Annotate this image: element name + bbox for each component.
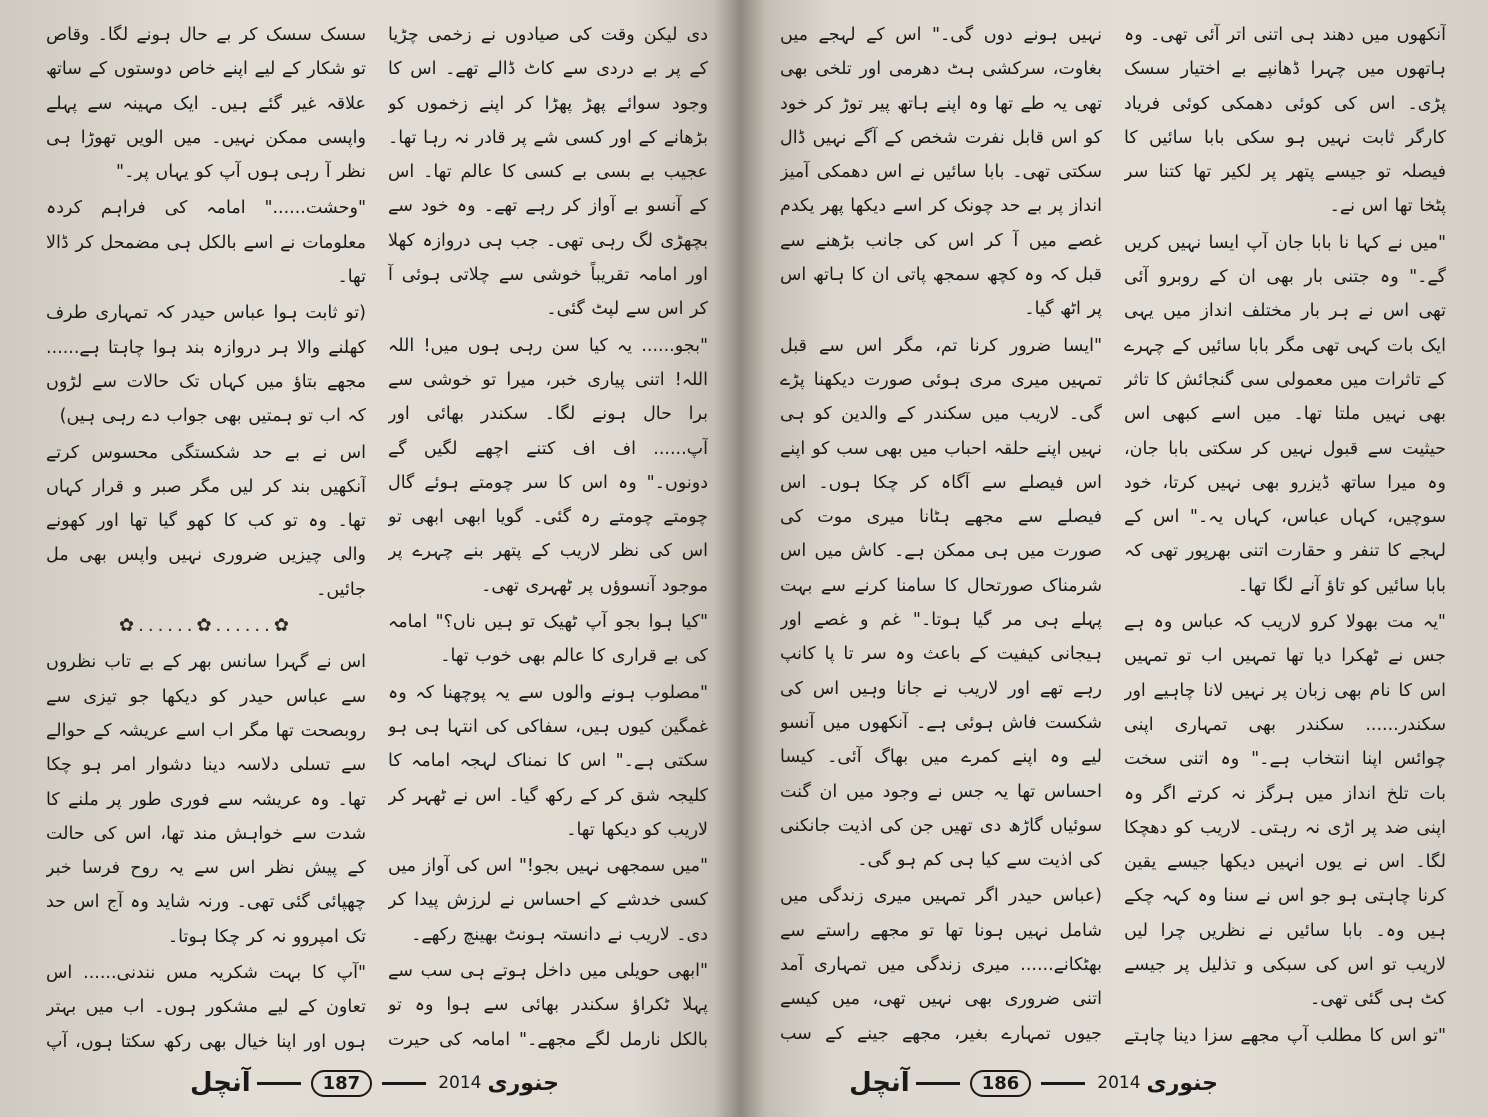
page-number: 187 xyxy=(311,1070,373,1097)
paragraph: آنکھوں میں دھند ہی اتنی اتر آئی تھی۔ وہ ہاتھوں میں چہرا ڈھانپے بے اختیار سسک پڑی۔ اس کی کوئی دھمکی کوئی فریاد کارگر ثابت نہیں ہو سکی بابا سائیں کا فیصلہ تو جیسے پتھر پر لکیر تھا کتنا سر پٹخا تھا اس نے۔ xyxy=(1124,25,1446,217)
section-divider-ornament: ✿......✿......✿ xyxy=(119,615,293,637)
paragraph: "میں نے کہا نا بابا جان آپ ایسا نہیں کریں گے۔" وہ جتنی بار بھی ان کے روبرو آئی تھی اس نے ہر بار مختلف انداز میں یہی ایک بات کہی تھی مگر بابا سائیں کے چہرے کے تاثرات میں معمولی سی گنجائش کا تاثر بھی نہیں ملتا تھا۔ میں اسے کبھی اس حیثیت سے قبول نہیں کر سکتی بابا جان، وہ میرا ساتھ ڈیزرو بھی نہیں کرتا، خود سوچیں، کہاں عباس، کہاں یہ۔" اس کے لہجے کا تنفر و حقارت اتنی بھرپور تھی کہ بابا سائیں کو تاؤ آنے لگا تھا۔ xyxy=(1124,232,1446,596)
left-page-column-left xyxy=(46,18,366,1055)
issue-year: 2014 xyxy=(438,1073,482,1093)
paragraph: اس نے بے حد شکستگی محسوس کرتے آنکھیں بند کر لیں مگر صبر و قرار کہاں تھا۔ وہ تو کب کا کھو گیا تھا اور کھونے والی چیزیں ضروری نہیں واپس بھی مل جائیں۔ xyxy=(46,442,366,600)
right-page-column-right xyxy=(1124,18,1446,1055)
left-page-footer xyxy=(190,1063,559,1103)
paragraph: "آپ کا بہت شکریہ مس نندنی...... اس تعاون کے لیے مشکور ہوں۔ اب میں بہتر ہوں اور اپنا خیال بھی رکھ سکتا ہوں، آپ xyxy=(46,963,366,1052)
footer-rule xyxy=(382,1082,426,1085)
paragraph: سسک سسک کر بے حال ہونے لگا۔ وقاص تو شکار کے لیے اپنے خاص دوستوں کے ساتھ علاقہ غیر گئے ہیں۔ ایک مہینہ سے پہلے واپسی ممکن نہیں۔ میں الویں تھوڑا ہی نظر آ رہی ہوں آپ کو یہاں پر۔" xyxy=(46,25,366,183)
paragraph: "یہ مت بھولا کرو لاریب کہ عباس وہ ہے جس نے ٹھکرا دیا تھا تمہیں اب تو تمہیں اس کا نام بھی زبان پر نہیں لانا چاہیے اور سکندر...... سکندر بھی تمہاری اپنی چوائس اپنا انتخاب ہے۔" وہ اتنی سخت بات تلخ انداز میں ہرگز نہ کرتے اگر وہ اپنی ضد پر اڑی نہ رہتی۔ لاریب کو دھچکا لگا۔ اس نے یوں انہیں دیکھا جیسے یقین کرنا چاہتی ہو جو اس نے سنا وہ کہہ چکے ہیں وہ۔ بابا سائیں نے نظریں چرا لیں لاریب تو اس کی سبکی و تذلیل پر جیسے کٹ ہی گئی تھی۔ xyxy=(1124,612,1446,1010)
footer-rule xyxy=(1041,1082,1085,1085)
left-page xyxy=(0,0,740,1117)
paragraph: نہیں ہونے دوں گی۔" اس کے لہجے میں بغاوت، سرکشی ہٹ دھرمی اور تلخی بھی تھی یہ طے تھا وہ اپنے ہاتھ پیر توڑ کر خود کو اس قابل نفرت شخص کے آگے نہیں ڈال سکتی تھی۔ بابا سائیں نے اس دھمکی آمیز انداز پر بے حد چونک کر اسے دیکھا پھر یکدم غصے میں آ کر اس کی جانب بڑھنے سے قبل کہ وہ کچھ سمجھ پاتی ان کا ہاتھ اس پر اٹھ گیا۔ xyxy=(780,25,1102,320)
gutter-shadow xyxy=(714,0,740,1117)
left-page-column-right xyxy=(388,18,708,1055)
gutter-shadow xyxy=(740,0,766,1117)
right-page-footer xyxy=(849,1063,1218,1103)
issue-month: جنوری xyxy=(1146,1070,1218,1096)
paragraph: (تو ثابت ہوا عباس حیدر کہ تمہاری طرف کھلنے والا ہر دروازہ بند ہوا چاہتا ہے...... مجھے بتاؤ میں کہاں تک حالات سے لڑوں کہ اب تو ہمتیں بھی جواب دے رہی ہیں) xyxy=(46,303,366,427)
paragraph: "تو اس کا مطلب آپ مجھے سزا دینا چاہتے xyxy=(1124,1025,1446,1046)
paragraph: (عباس حیدر اگر تمہیں میری زندگی میں شامل نہیں ہونا تھا تو مجھے راستے سے بھٹکانے...... میری زندگی میں تمہاری آمد اتنی ضروری بھی نہیں تھی، میں کیسے جیوں تمہارے بغیر، مجھے جینے کے سب xyxy=(780,886,1102,1044)
magazine-name: آنچل xyxy=(190,1068,251,1098)
paragraph: "وحشت......" امامہ کی فراہم کردہ معلومات نے اسے بالکل ہی مضمحل کر ڈالا تھا۔ xyxy=(46,198,366,288)
paragraph: "کیا ہوا بجو آپ ٹھیک تو ہیں ناں؟" امامہ کی بے قراری کا عالم بھی خوب تھا۔ xyxy=(388,612,708,667)
paragraph: "میں سمجھی نہیں بجو!" اس کی آواز میں کسی خدشے کے احساس نے لرزش پیدا کر دی۔ لاریب نے دانستہ ہونٹ بھینچ رکھے۔ xyxy=(388,856,708,945)
footer-rule xyxy=(916,1082,960,1085)
paragraph: "ایسا ضرور کرنا تم، مگر اس سے قبل تمہیں میری مری ہوئی صورت دیکھنا پڑے گی۔ لاریب میں سکندر کے والدین کو ہی نہیں اپنے حلقہ احباب میں بھی سب کو اپنے اس فیصلے سے آگاہ کر چکا ہوں۔ اس فیصلے سے مجھے ہٹانا میری موت کی صورت میں ہی ممکن ہے۔ کاش میں اس شرمناک صورتحال کا سامنا کرنے سے بہت پہلے ہی مر گیا ہوتا۔" غم و غصے اور ہیجانی کیفیت کے باعث وہ سر تا پا کانپ رہے تھے اور لاریب نے جانا وہیں اس کی شکست فاش ہوئی ہے۔ آنکھوں میں آنسو لیے وہ اپنے کمرے میں بھاگ آئی۔ کیسا احساس تھا یہ جس نے وجود میں ان گنت سوئیاں گاڑھ دی تھیں جن کی اذیت جانکنی کی اذیت سے کیا ہی کم ہو گی۔ xyxy=(780,335,1102,871)
paragraph: اس نے گہرا سانس بھر کے بے تاب نظروں سے عباس حیدر کو دیکھا جو تیزی سے روبصحت تھا مگر اب اسے عریشہ کے حوالے سے تسلی دلاسہ دینا دشوار امر ہو چکا تھا۔ وہ عریشہ سے فوری طور پر ملنے کا شدت سے خواہش مند تھا، اس کی حالت کے پیش نظر اس سے یہ روح فرسا خبر چھپائی گئی تھی۔ ورنہ شاید وہ آج اس حد تک امپروو نہ کر چکا ہوتا۔ xyxy=(46,652,366,947)
left-page-columns xyxy=(46,18,708,1055)
magazine-name: آنچل xyxy=(849,1068,910,1098)
right-page xyxy=(740,0,1488,1117)
right-page-column-left xyxy=(780,18,1102,1055)
paragraph: "مصلوب ہونے والوں سے یہ پوچھنا کہ وہ غمگین کیوں ہیں، سفاکی کی انتہا ہی ہو سکتی ہے۔" اس کا نمناک لہجہ امامہ کا کلیجہ شق کر کے رکھ گیا۔ اس نے ٹھہر کر لاریب کو دیکھا تھا۔ xyxy=(388,682,708,840)
paragraph: "بجو...... یہ کیا سن رہی ہوں میں! اللہ اللہ! اتنی پیاری خبر، میرا تو خوشی سے برا حال ہونے لگا۔ سکندر بھائی اور آپ...... اف اف کتنے اچھے لگیں گے دونوں۔" وہ اس کا سر چومتے ہوئے گال چومتے چومتے رہ گئی۔ گویا ابھی ابھی تو اس کی نظر لاریب کے پتھر بنے چہرے پر موجود آنسوؤں پر ٹھہری تھی۔ xyxy=(388,335,708,596)
page-number: 186 xyxy=(970,1070,1032,1097)
footer-rule xyxy=(257,1082,301,1085)
paragraph: دی لیکن وقت کی صیادوں نے زخمی چڑیا کے پر بے دردی سے کاٹ ڈالے تھے۔ اس کا وجود سوائے پھڑ پھڑا کر اپنے زخموں کو بڑھانے کے اور کسی شے پر قادر نہ رہا تھا۔ عجیب بے بسی بے کسی کا عالم تھا۔ اس کے آنسو بے آواز کر رہے تھے۔ وہ خود سے بچھڑی لگ رہی تھی۔ جب ہی دروازہ کھلا اور امامہ تقریباً خوشی سے چلاتی ہوئی آ کر اس سے لپٹ گئی۔ xyxy=(388,25,708,320)
right-page-columns xyxy=(780,18,1446,1055)
issue-year: 2014 xyxy=(1097,1073,1141,1093)
issue-month: جنوری xyxy=(487,1070,559,1096)
paragraph: "ابھی حویلی میں داخل ہوتے ہی سب سے پہلا ٹکراؤ سکندر بھائی سے ہوا وہ تو بالکل نارمل لگے مجھے۔" امامہ کی حیرت xyxy=(388,961,708,1050)
